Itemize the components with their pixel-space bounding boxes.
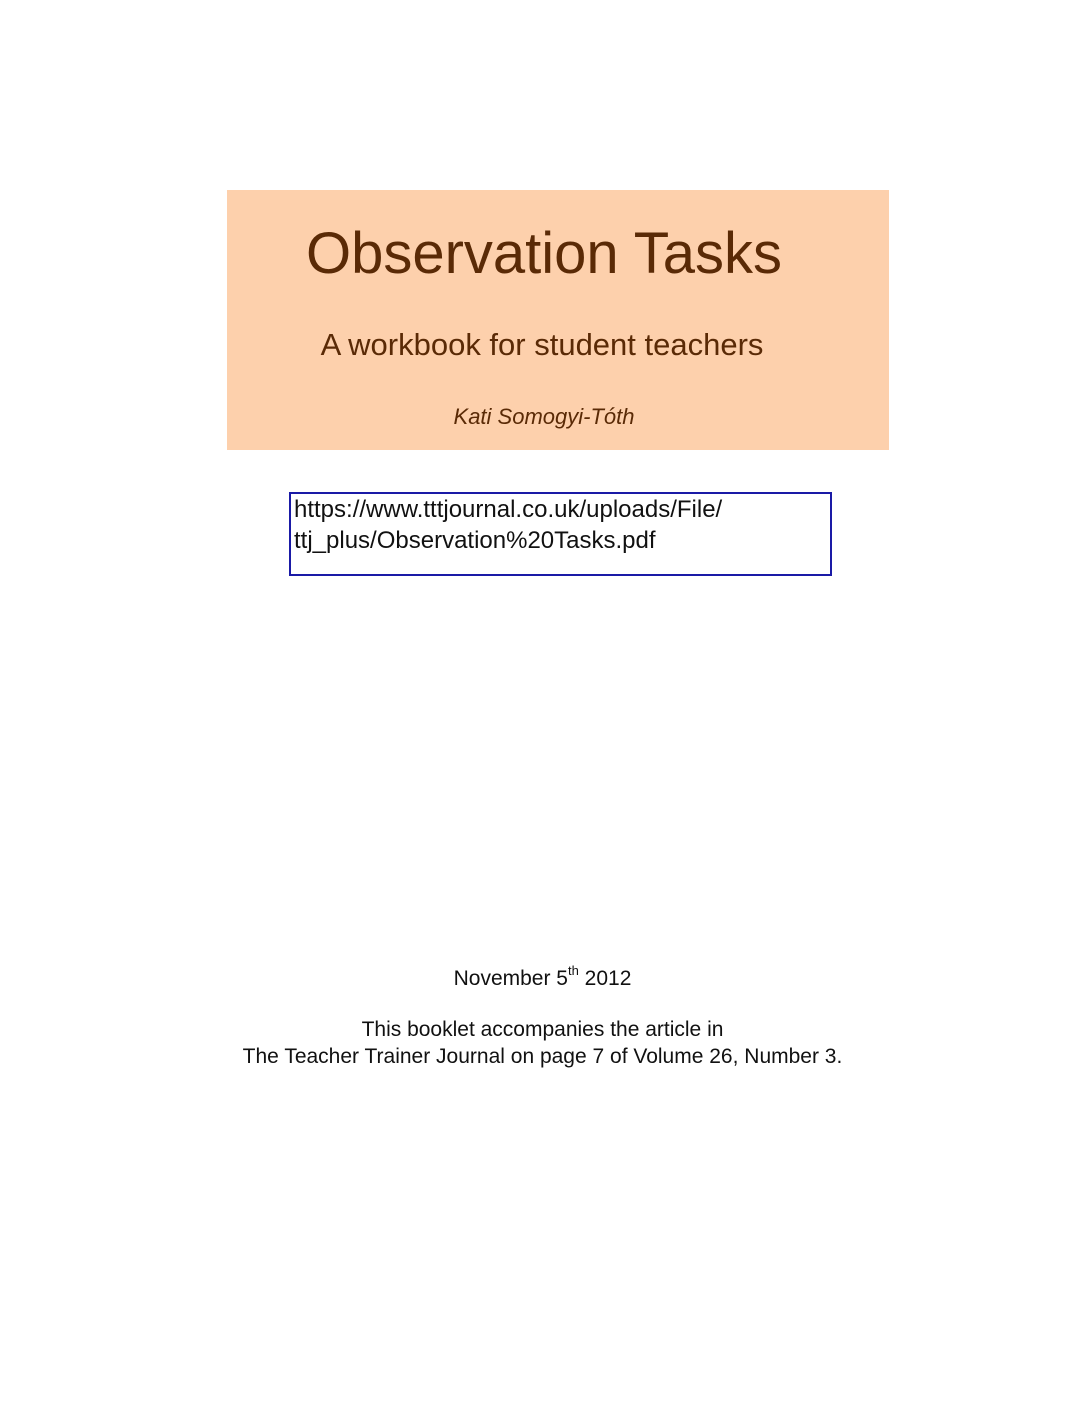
date-year: 2012 xyxy=(584,967,632,990)
booklet-note xyxy=(0,1016,1085,1070)
author-name: Kati Somogyi-Tóth xyxy=(453,404,635,429)
date-month-day: November 5 xyxy=(453,967,568,990)
date-ordinal-suffix: th xyxy=(567,963,579,978)
url-link-line-2[interactable]: ttj_plus/Observation%20Tasks.pdf xyxy=(294,527,656,554)
url-link-box[interactable] xyxy=(289,492,832,576)
document-subtitle: A workbook for student teachers xyxy=(320,327,764,362)
cover-banner xyxy=(227,190,889,450)
booklet-note-line-1: This booklet accompanies the article in xyxy=(361,1018,724,1041)
publication-date xyxy=(0,962,1085,996)
booklet-note-line-2: The Teacher Trainer Journal on page 7 of Volume 26, Number 3. xyxy=(242,1045,843,1068)
url-link-line-1[interactable]: https://www.tttjournal.co.uk/uploads/File/ xyxy=(294,496,723,523)
document-title: Observation Tasks xyxy=(305,221,783,286)
